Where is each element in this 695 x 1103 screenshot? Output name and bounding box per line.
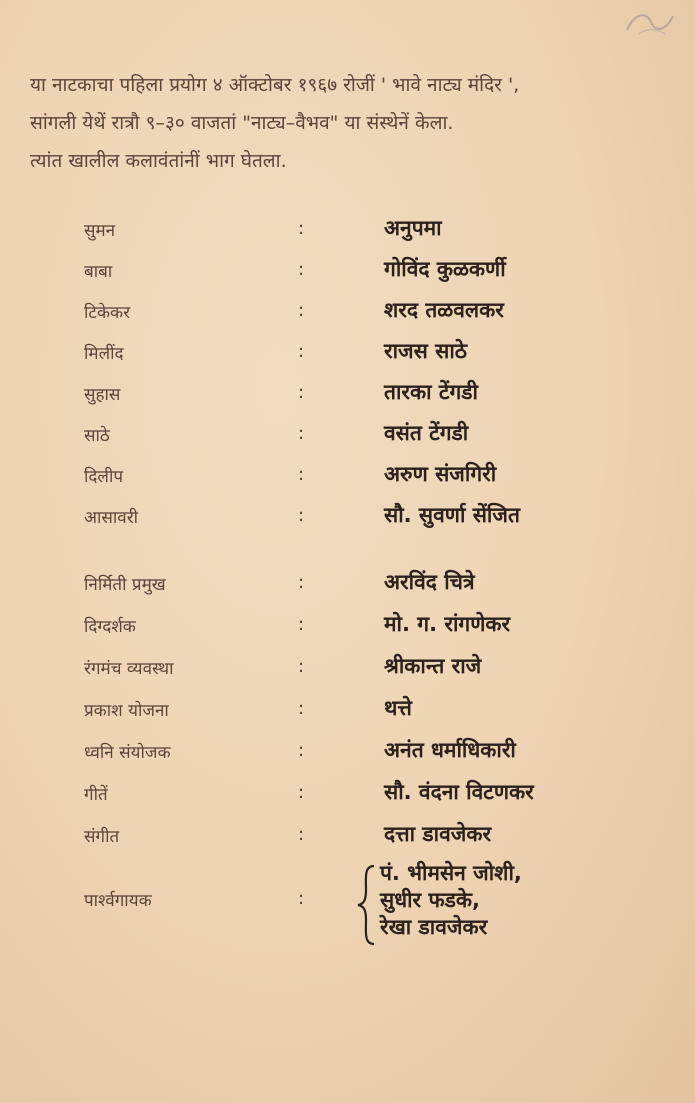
separator-colon: : (298, 341, 305, 362)
crew-role: गीतें (84, 785, 108, 805)
separator-colon: : (298, 300, 305, 321)
separator-colon: : (298, 464, 305, 485)
crew-name: थत्ते (384, 696, 412, 720)
crew-row (0, 818, 695, 858)
cast-name: वसंत टेंगडी (384, 421, 469, 445)
cast-role: सुमन (84, 221, 116, 241)
crew-role: ध्वनि संयोजक (84, 743, 171, 763)
crew-role: संगीत (84, 827, 120, 847)
crew-name: अनंत धर्माधिकारी (384, 738, 516, 762)
cast-name: शरद तळवलकर (384, 298, 504, 322)
crew-row (0, 608, 695, 648)
separator-colon: : (298, 698, 305, 719)
separator-colon: : (298, 423, 305, 444)
cast-role: सुहास (84, 385, 121, 405)
separator-colon: : (298, 740, 305, 761)
separator-colon: : (298, 382, 305, 403)
cast-row (0, 458, 695, 498)
handwritten-mark (621, 6, 681, 40)
cast-row (0, 294, 695, 334)
cast-name: अरुण संजगिरी (384, 462, 497, 486)
cast-row (0, 499, 695, 539)
separator-colon: : (298, 782, 305, 803)
performance-intro (30, 66, 670, 180)
cast-role: साठे (84, 426, 110, 446)
crew-row (0, 734, 695, 774)
cast-role: दिलीप (84, 467, 124, 487)
cast-role: आसावरी (84, 508, 139, 528)
cast-row (0, 335, 695, 375)
separator-colon: : (298, 505, 305, 526)
cast-row (0, 417, 695, 457)
singer-name: सुधीर फडके, (380, 888, 480, 912)
separator-colon: : (298, 656, 305, 677)
separator-colon: : (298, 259, 305, 280)
crew-row (0, 776, 695, 816)
singers-role: पार्श्वगायक (84, 891, 152, 911)
cast-name: राजस साठे (384, 339, 467, 363)
crew-name: दत्ता डावजेकर (384, 822, 492, 846)
intro-line-2: सांगली येथें रात्रौ ९–३० वाजतां "नाट्य–वैभव" या संस्थेनें केला. (30, 112, 454, 134)
cast-name: तारका टेंगडी (384, 380, 478, 404)
singer-name: रेखा डावजेकर (380, 915, 488, 939)
cast-role: बाबा (84, 262, 113, 282)
separator-colon: : (298, 572, 305, 593)
crew-name: सौ. वंदना विटणकर (384, 780, 534, 804)
cast-row (0, 212, 695, 252)
singers-row (0, 860, 695, 952)
separator-colon: : (298, 614, 305, 635)
separator-colon: : (298, 888, 305, 909)
crew-role: प्रकाश योजना (84, 701, 169, 721)
cast-role: मिलींद (84, 344, 124, 364)
separator-colon: : (298, 824, 305, 845)
singer-name: पं. भीमसेन जोशी, (380, 861, 522, 885)
crew-row (0, 566, 695, 606)
crew-row (0, 692, 695, 732)
crew-role: दिग्दर्शक (84, 617, 136, 637)
intro-line-1: या नाटकाचा पहिला प्रयोग ४ ऑक्टोबर १९६७ रोजीं ' भावे नाट्य मंदिर ', (30, 74, 520, 96)
intro-line-3: त्यांत खालील कलावंतांनीं भाग घेतला. (30, 150, 287, 172)
cast-name: गोविंद कुळकर्णी (384, 257, 506, 281)
singers-names (380, 860, 522, 941)
cast-row (0, 253, 695, 293)
cast-role: टिकेकर (84, 303, 131, 323)
separator-colon: : (298, 218, 305, 239)
crew-name: अरविंद चित्रे (384, 570, 475, 594)
curly-brace (356, 864, 378, 946)
crew-role: निर्मिती प्रमुख (84, 575, 166, 595)
cast-name: अनुपमा (384, 216, 442, 240)
crew-role: रंगमंच व्यवस्था (84, 659, 174, 679)
cast-name: सौ. सुवर्णा सेंजित (384, 503, 520, 527)
crew-name: मो. ग. रांगणेकर (384, 612, 511, 636)
cast-row (0, 376, 695, 416)
crew-name: श्रीकान्त राजे (384, 654, 482, 678)
crew-row (0, 650, 695, 690)
